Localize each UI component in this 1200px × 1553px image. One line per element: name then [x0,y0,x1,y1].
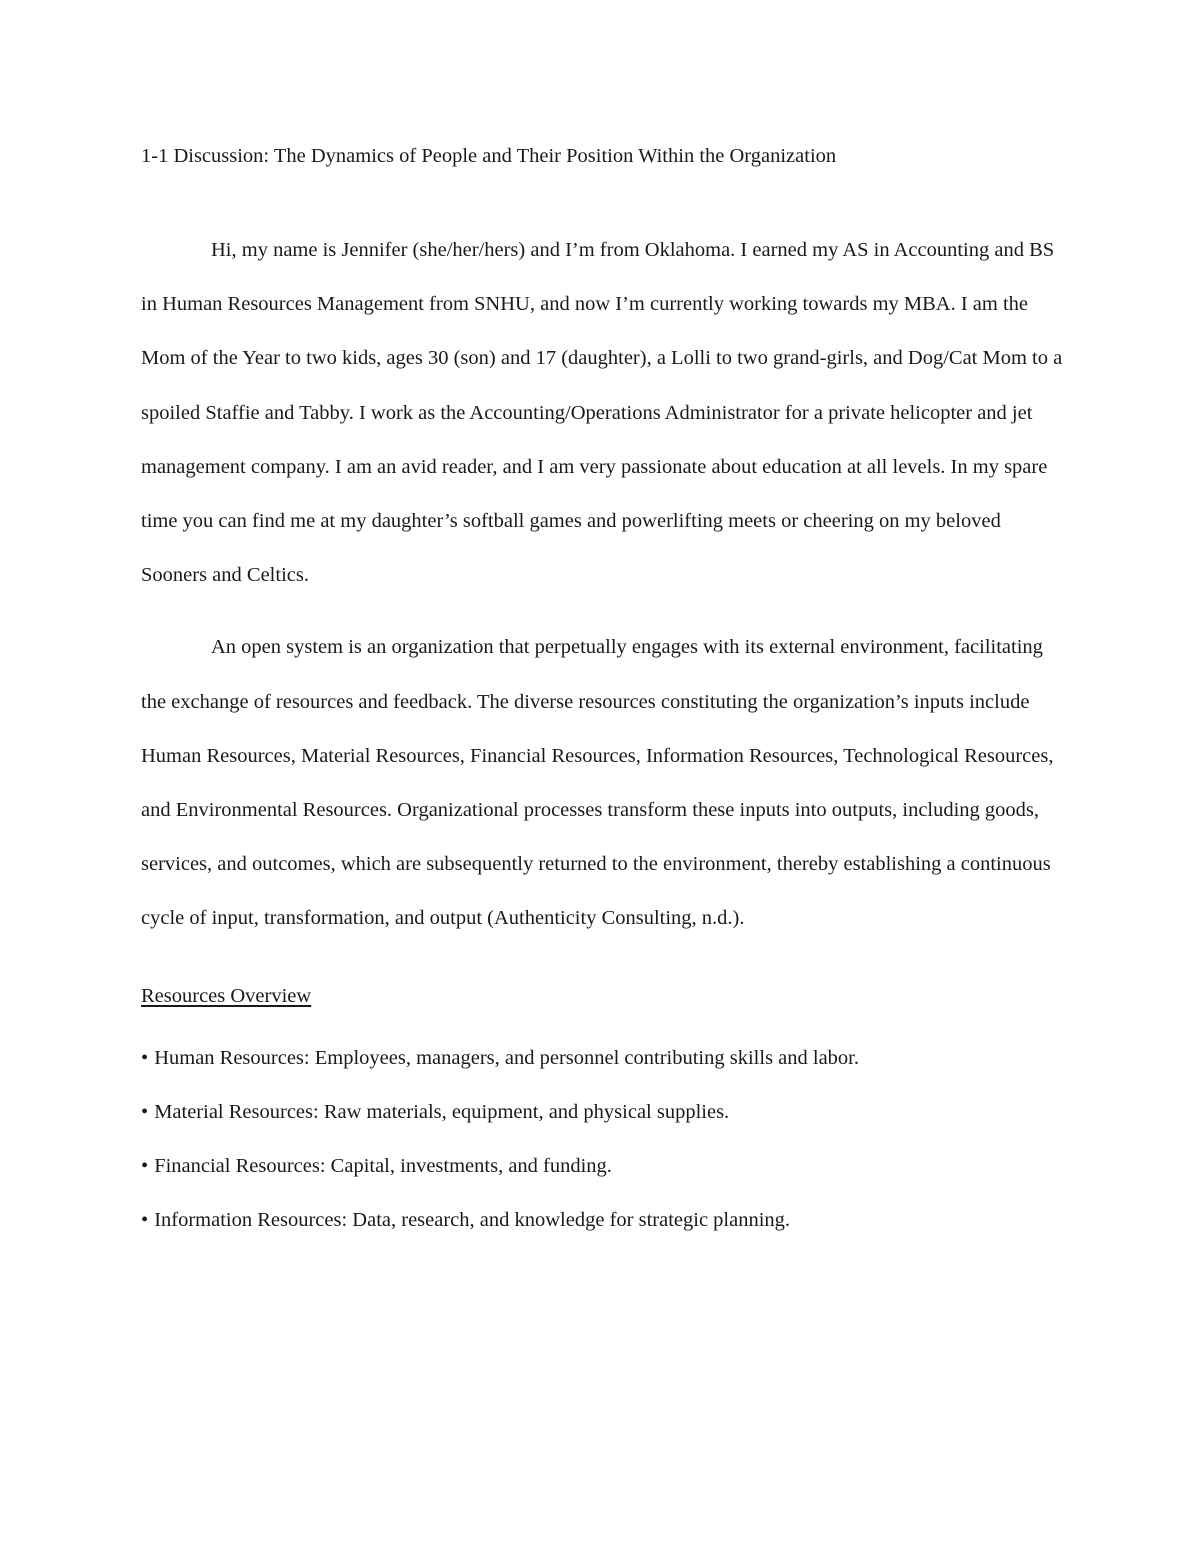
resources-list [141,1031,1066,1248]
list-item-text: Information Resources: Data, research, and knowledge for strategic planning. [154,1209,791,1232]
list-item [141,1031,1066,1085]
bullet-icon: • [141,1209,149,1232]
section-heading: Resources Overview [141,984,312,1007]
bullet-icon: • [141,1155,149,1178]
list-item [141,1085,1066,1139]
document-title: 1-1 Discussion: The Dynamics of People and Their Position Within the Organization [141,145,837,167]
list-item [141,1193,1066,1247]
list-item-text: Material Resources: Raw materials, equipment, and physical supplies. [154,1100,730,1123]
list-item [141,1139,1066,1193]
bullet-icon: • [141,1100,149,1123]
list-item-text: Financial Resources: Capital, investments, and funding. [154,1155,612,1178]
document-body [141,140,1066,1247]
list-item-text: Human Resources: Employees, managers, and personnel contributing skills and labor. [154,1046,860,1069]
bullet-icon: • [141,1046,149,1069]
open-system-paragraph: An open system is an organization that perpetually engages with its external environment, facilitating the exchange of resources and feedback. The diverse resources constituting the organization’s inputs include Human Resources, Material Resources, Financial Resources, Information Resources, Technological Resources, and Environmental Resources. Organizational processes transform these inputs into outputs, including goods, services, and outcomes, which are subsequently returned to the environment, thereby establishing a continuous cycle of input, transformation, and output (Authenticity Consulting, n.d.). [141,636,1054,930]
intro-paragraph: Hi, my name is Jennifer (she/her/hers) and I’m from Oklahoma. I earned my AS in Accounting and BS in Human Resources Management from SNHU, and now I’m currently working towards my MBA. I am the Mom of the Year to two kids, ages 30 (son) and 17 (daughter), a Lolli to two grand-girls, and Dog/Cat Mom to a spoiled Staffie and Tabby. I work as the Accounting/Operations Administrator for a private helicopter and jet management company. I am an avid reader, and I am very passionate about education at all levels. In my spare time you can find me at my daughter’s softball games and powerlifting meets or cheering on my beloved Sooners and Celtics. [141,239,1063,587]
